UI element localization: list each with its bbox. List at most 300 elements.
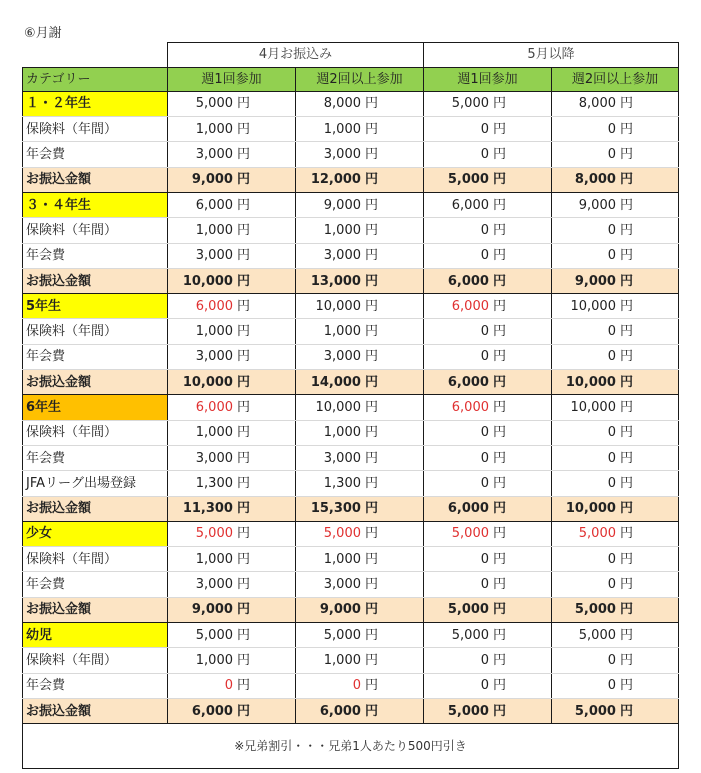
amount-cell bbox=[296, 547, 424, 572]
fee-item-label: 年会費 bbox=[23, 243, 168, 268]
amount-cell bbox=[552, 218, 679, 243]
fee-item-label: 保険料（年間） bbox=[23, 117, 168, 142]
amount-value: 5,000 bbox=[578, 526, 616, 542]
amount-value: 10,000 bbox=[570, 298, 616, 314]
currency-unit: 円 bbox=[492, 222, 506, 238]
amount-value: 6,000 bbox=[191, 703, 233, 719]
amount-cell bbox=[168, 268, 296, 293]
amount-value: 9,000 bbox=[319, 602, 361, 618]
amount-cell bbox=[552, 572, 679, 597]
amount-value: 11,300 bbox=[182, 501, 233, 517]
currency-unit: 円 bbox=[619, 374, 633, 390]
currency-unit: 円 bbox=[364, 652, 378, 668]
fee-item-label: 年会費 bbox=[23, 344, 168, 369]
currency-unit: 円 bbox=[619, 703, 633, 719]
amount-value: 5,000 bbox=[195, 526, 233, 542]
amount-value: 6,000 bbox=[195, 197, 233, 213]
currency-unit: 円 bbox=[364, 273, 378, 289]
amount-value: 5,000 bbox=[447, 602, 489, 618]
fee-item-label: 保険料（年間） bbox=[23, 648, 168, 673]
amount-value: 5,000 bbox=[195, 96, 233, 112]
amount-cell bbox=[424, 547, 552, 572]
currency-unit: 円 bbox=[364, 96, 378, 112]
currency-unit: 円 bbox=[364, 172, 378, 188]
currency-unit: 円 bbox=[492, 450, 506, 466]
amount-value: 10,000 bbox=[565, 501, 616, 517]
amount-value: 3,000 bbox=[195, 349, 233, 365]
currency-unit: 円 bbox=[236, 324, 250, 340]
currency-unit: 円 bbox=[492, 652, 506, 668]
amount-cell bbox=[552, 294, 679, 319]
currency-unit: 円 bbox=[492, 172, 506, 188]
currency-unit: 円 bbox=[619, 577, 633, 593]
amount-value: 0 bbox=[607, 147, 616, 163]
amount-cell bbox=[552, 496, 679, 521]
currency-unit: 円 bbox=[236, 222, 250, 238]
fee-item-row bbox=[23, 420, 679, 445]
amount-value: 10,000 bbox=[315, 298, 361, 314]
amount-cell bbox=[552, 648, 679, 673]
currency-unit: 円 bbox=[364, 147, 378, 163]
amount-value: 6,000 bbox=[447, 374, 489, 390]
amount-value: 1,000 bbox=[195, 551, 233, 567]
amount-cell bbox=[424, 648, 552, 673]
amount-cell bbox=[424, 623, 552, 648]
amount-cell bbox=[424, 243, 552, 268]
currency-unit: 円 bbox=[492, 374, 506, 390]
fee-item-label: JFAリーグ出場登録 bbox=[23, 471, 168, 496]
amount-value: 15,300 bbox=[310, 501, 361, 517]
currency-unit: 円 bbox=[364, 400, 378, 415]
fee-item-row bbox=[23, 547, 679, 572]
fee-item-row bbox=[23, 319, 679, 344]
amount-value: 1,000 bbox=[195, 652, 233, 668]
amount-value: 9,000 bbox=[578, 197, 616, 213]
amount-value: 8,000 bbox=[578, 96, 616, 112]
amount-cell bbox=[424, 572, 552, 597]
grade-label: 幼児 bbox=[23, 623, 168, 648]
currency-unit: 円 bbox=[364, 349, 378, 365]
amount-cell bbox=[424, 218, 552, 243]
amount-value: 1,000 bbox=[323, 551, 361, 567]
currency-unit: 円 bbox=[492, 197, 506, 213]
amount-value: 5,000 bbox=[323, 526, 361, 542]
fee-item-row bbox=[23, 445, 679, 470]
currency-unit: 円 bbox=[364, 551, 378, 567]
currency-unit: 円 bbox=[364, 450, 378, 466]
amount-cell bbox=[552, 91, 679, 116]
period-may-onward: 5月以降 bbox=[424, 43, 679, 68]
currency-unit: 円 bbox=[236, 298, 250, 314]
amount-value: 9,000 bbox=[191, 602, 233, 618]
currency-unit: 円 bbox=[619, 147, 633, 163]
currency-unit: 円 bbox=[619, 96, 633, 112]
amount-cell bbox=[424, 521, 552, 546]
amount-value: 0 bbox=[480, 425, 489, 441]
amount-value: 10,000 bbox=[182, 374, 233, 390]
amount-value: 8,000 bbox=[323, 96, 361, 112]
amount-cell bbox=[552, 192, 679, 217]
amount-cell bbox=[296, 167, 424, 192]
total-label: お振込金額 bbox=[23, 597, 168, 622]
amount-cell bbox=[552, 395, 679, 420]
amount-cell bbox=[168, 370, 296, 395]
amount-cell bbox=[168, 496, 296, 521]
amount-value: 6,000 bbox=[195, 400, 233, 415]
amount-value: 0 bbox=[607, 121, 616, 137]
total-label: お振込金額 bbox=[23, 370, 168, 395]
amount-value: 5,000 bbox=[451, 627, 489, 643]
currency-unit: 円 bbox=[236, 121, 250, 137]
currency-unit: 円 bbox=[619, 602, 633, 618]
column-header-row bbox=[23, 67, 679, 91]
amount-cell bbox=[296, 597, 424, 622]
column-header-twice-may: 週2回以上参加 bbox=[552, 67, 679, 91]
column-header-once-may: 週1回参加 bbox=[424, 67, 552, 91]
currency-unit: 円 bbox=[236, 475, 250, 491]
currency-unit: 円 bbox=[364, 526, 378, 542]
amount-cell bbox=[168, 572, 296, 597]
amount-value: 1,000 bbox=[323, 425, 361, 441]
column-header-once-april: 週1回参加 bbox=[168, 67, 296, 91]
amount-cell bbox=[424, 673, 552, 698]
currency-unit: 円 bbox=[492, 248, 506, 264]
amount-cell bbox=[552, 268, 679, 293]
amount-cell bbox=[296, 395, 424, 420]
amount-cell bbox=[168, 445, 296, 470]
currency-unit: 円 bbox=[236, 147, 250, 163]
amount-cell bbox=[424, 445, 552, 470]
currency-unit: 円 bbox=[236, 703, 250, 719]
amount-value: 0 bbox=[480, 324, 489, 340]
amount-cell bbox=[296, 471, 424, 496]
amount-value: 1,000 bbox=[195, 121, 233, 137]
amount-value: 0 bbox=[480, 222, 489, 238]
grade-label: ３・４年生 bbox=[23, 192, 168, 217]
currency-unit: 円 bbox=[619, 121, 633, 137]
amount-cell bbox=[168, 673, 296, 698]
fee-item-label: 保険料（年間） bbox=[23, 547, 168, 572]
grade-row bbox=[23, 521, 679, 546]
currency-unit: 円 bbox=[619, 652, 633, 668]
amount-cell bbox=[168, 117, 296, 142]
currency-unit: 円 bbox=[236, 501, 250, 517]
amount-cell bbox=[424, 471, 552, 496]
currency-unit: 円 bbox=[492, 602, 506, 618]
amount-cell bbox=[424, 117, 552, 142]
total-row bbox=[23, 268, 679, 293]
currency-unit: 円 bbox=[492, 678, 506, 694]
currency-unit: 円 bbox=[236, 425, 250, 441]
fee-item-label: 年会費 bbox=[23, 142, 168, 167]
amount-value: 12,000 bbox=[310, 172, 361, 188]
currency-unit: 円 bbox=[619, 400, 633, 415]
fee-item-row bbox=[23, 218, 679, 243]
currency-unit: 円 bbox=[619, 475, 633, 491]
amount-cell bbox=[424, 496, 552, 521]
fee-item-row bbox=[23, 344, 679, 369]
currency-unit: 円 bbox=[364, 425, 378, 441]
amount-value: 3,000 bbox=[323, 450, 361, 466]
amount-value: 0 bbox=[480, 121, 489, 137]
currency-unit: 円 bbox=[364, 324, 378, 340]
fee-item-row bbox=[23, 117, 679, 142]
amount-value: 0 bbox=[607, 425, 616, 441]
amount-cell bbox=[168, 192, 296, 217]
currency-unit: 円 bbox=[236, 526, 250, 542]
total-label: お振込金額 bbox=[23, 268, 168, 293]
amount-value: 1,000 bbox=[323, 121, 361, 137]
amount-value: 3,000 bbox=[323, 147, 361, 163]
total-row bbox=[23, 698, 679, 723]
amount-value: 10,000 bbox=[182, 273, 233, 289]
amount-cell bbox=[296, 673, 424, 698]
fee-item-label: 年会費 bbox=[23, 445, 168, 470]
amount-cell bbox=[552, 471, 679, 496]
amount-value: 0 bbox=[480, 349, 489, 365]
amount-cell bbox=[424, 268, 552, 293]
currency-unit: 円 bbox=[619, 273, 633, 289]
amount-value: 3,000 bbox=[195, 577, 233, 593]
currency-unit: 円 bbox=[236, 400, 250, 415]
fee-item-row bbox=[23, 572, 679, 597]
currency-unit: 円 bbox=[364, 374, 378, 390]
amount-cell bbox=[296, 420, 424, 445]
currency-unit: 円 bbox=[492, 400, 506, 415]
amount-value: 0 bbox=[480, 551, 489, 567]
amount-value: 0 bbox=[480, 475, 489, 491]
amount-cell bbox=[168, 471, 296, 496]
amount-value: 10,000 bbox=[570, 400, 616, 415]
fee-item-row bbox=[23, 673, 679, 698]
amount-cell bbox=[168, 698, 296, 723]
fee-item-row bbox=[23, 142, 679, 167]
currency-unit: 円 bbox=[364, 298, 378, 314]
currency-unit: 円 bbox=[236, 602, 250, 618]
amount-cell bbox=[424, 370, 552, 395]
amount-cell bbox=[168, 167, 296, 192]
amount-cell bbox=[424, 142, 552, 167]
amount-value: 5,000 bbox=[451, 526, 489, 542]
currency-unit: 円 bbox=[364, 121, 378, 137]
amount-cell bbox=[296, 445, 424, 470]
amount-cell bbox=[168, 91, 296, 116]
amount-cell bbox=[424, 395, 552, 420]
currency-unit: 円 bbox=[619, 197, 633, 213]
currency-unit: 円 bbox=[236, 577, 250, 593]
currency-unit: 円 bbox=[236, 349, 250, 365]
currency-unit: 円 bbox=[364, 703, 378, 719]
currency-unit: 円 bbox=[492, 526, 506, 542]
currency-unit: 円 bbox=[619, 298, 633, 314]
currency-unit: 円 bbox=[364, 577, 378, 593]
amount-value: 1,000 bbox=[195, 425, 233, 441]
amount-cell bbox=[552, 167, 679, 192]
amount-value: 0 bbox=[480, 248, 489, 264]
amount-value: 1,300 bbox=[195, 475, 233, 491]
fee-table bbox=[22, 42, 679, 769]
amount-value: 0 bbox=[607, 349, 616, 365]
currency-unit: 円 bbox=[236, 172, 250, 188]
currency-unit: 円 bbox=[364, 222, 378, 238]
amount-cell bbox=[168, 648, 296, 673]
amount-value: 13,000 bbox=[310, 273, 361, 289]
amount-value: 0 bbox=[607, 450, 616, 466]
amount-value: 0 bbox=[480, 450, 489, 466]
amount-cell bbox=[296, 142, 424, 167]
amount-value: 8,000 bbox=[574, 172, 616, 188]
amount-cell bbox=[552, 142, 679, 167]
currency-unit: 円 bbox=[364, 627, 378, 643]
grade-row bbox=[23, 623, 679, 648]
amount-cell bbox=[168, 547, 296, 572]
currency-unit: 円 bbox=[364, 678, 378, 694]
currency-unit: 円 bbox=[619, 248, 633, 264]
amount-cell bbox=[296, 117, 424, 142]
corner-cell bbox=[23, 43, 168, 68]
amount-cell bbox=[552, 344, 679, 369]
amount-value: 6,000 bbox=[451, 298, 489, 314]
grade-row bbox=[23, 395, 679, 420]
amount-value: 6,000 bbox=[451, 400, 489, 415]
amount-value: 5,000 bbox=[447, 172, 489, 188]
fee-item-row bbox=[23, 648, 679, 673]
amount-cell bbox=[296, 344, 424, 369]
currency-unit: 円 bbox=[492, 551, 506, 567]
amount-cell bbox=[296, 91, 424, 116]
amount-cell bbox=[168, 142, 296, 167]
amount-value: 6,000 bbox=[451, 197, 489, 213]
fee-item-label: 年会費 bbox=[23, 572, 168, 597]
currency-unit: 円 bbox=[619, 551, 633, 567]
currency-unit: 円 bbox=[492, 349, 506, 365]
total-row bbox=[23, 597, 679, 622]
note-row bbox=[23, 724, 679, 769]
amount-cell bbox=[168, 243, 296, 268]
amount-value: 14,000 bbox=[310, 374, 361, 390]
currency-unit: 円 bbox=[492, 703, 506, 719]
amount-cell bbox=[552, 698, 679, 723]
amount-value: 10,000 bbox=[565, 374, 616, 390]
currency-unit: 円 bbox=[364, 602, 378, 618]
amount-cell bbox=[168, 395, 296, 420]
amount-value: 0 bbox=[607, 324, 616, 340]
amount-cell bbox=[168, 218, 296, 243]
amount-cell bbox=[552, 547, 679, 572]
currency-unit: 円 bbox=[619, 501, 633, 517]
amount-cell bbox=[296, 698, 424, 723]
amount-value: 0 bbox=[480, 652, 489, 668]
currency-unit: 円 bbox=[236, 374, 250, 390]
fee-item-label: 保険料（年間） bbox=[23, 218, 168, 243]
grade-row bbox=[23, 192, 679, 217]
currency-unit: 円 bbox=[492, 147, 506, 163]
grade-label: １・２年生 bbox=[23, 91, 168, 116]
amount-value: 5,000 bbox=[323, 627, 361, 643]
currency-unit: 円 bbox=[492, 121, 506, 137]
currency-unit: 円 bbox=[492, 298, 506, 314]
currency-unit: 円 bbox=[492, 627, 506, 643]
amount-cell bbox=[168, 597, 296, 622]
currency-unit: 円 bbox=[236, 678, 250, 694]
amount-cell bbox=[168, 521, 296, 546]
amount-value: 0 bbox=[480, 577, 489, 593]
total-label: お振込金額 bbox=[23, 698, 168, 723]
total-row bbox=[23, 370, 679, 395]
currency-unit: 円 bbox=[364, 475, 378, 491]
amount-value: 5,000 bbox=[578, 627, 616, 643]
period-april: 4月お振込み bbox=[168, 43, 424, 68]
amount-cell bbox=[296, 319, 424, 344]
currency-unit: 円 bbox=[236, 627, 250, 643]
amount-value: 5,000 bbox=[447, 703, 489, 719]
grade-row bbox=[23, 91, 679, 116]
page-title: ⑥月謝 bbox=[24, 26, 62, 41]
amount-cell bbox=[552, 243, 679, 268]
total-label: お振込金額 bbox=[23, 496, 168, 521]
currency-unit: 円 bbox=[236, 248, 250, 264]
amount-cell bbox=[424, 420, 552, 445]
amount-cell bbox=[424, 344, 552, 369]
amount-value: 6,000 bbox=[447, 501, 489, 517]
amount-cell bbox=[296, 496, 424, 521]
amount-cell bbox=[552, 623, 679, 648]
amount-value: 1,000 bbox=[195, 222, 233, 238]
currency-unit: 円 bbox=[236, 273, 250, 289]
currency-unit: 円 bbox=[619, 324, 633, 340]
amount-value: 1,000 bbox=[323, 324, 361, 340]
amount-cell bbox=[168, 344, 296, 369]
currency-unit: 円 bbox=[619, 678, 633, 694]
amount-cell bbox=[168, 294, 296, 319]
amount-value: 0 bbox=[480, 678, 489, 694]
fee-item-row bbox=[23, 243, 679, 268]
amount-cell bbox=[552, 673, 679, 698]
amount-value: 10,000 bbox=[315, 400, 361, 415]
amount-cell bbox=[296, 192, 424, 217]
amount-cell bbox=[296, 521, 424, 546]
amount-cell bbox=[424, 192, 552, 217]
column-header-category: カテゴリー bbox=[23, 67, 168, 91]
currency-unit: 円 bbox=[364, 248, 378, 264]
amount-cell bbox=[552, 420, 679, 445]
currency-unit: 円 bbox=[236, 551, 250, 567]
amount-value: 0 bbox=[607, 678, 616, 694]
amount-cell bbox=[296, 243, 424, 268]
amount-value: 5,000 bbox=[574, 602, 616, 618]
currency-unit: 円 bbox=[492, 96, 506, 112]
currency-unit: 円 bbox=[619, 526, 633, 542]
amount-cell bbox=[552, 445, 679, 470]
amount-value: 0 bbox=[607, 577, 616, 593]
amount-value: 5,000 bbox=[451, 96, 489, 112]
amount-value: 3,000 bbox=[195, 450, 233, 466]
amount-cell bbox=[552, 370, 679, 395]
currency-unit: 円 bbox=[492, 577, 506, 593]
amount-cell bbox=[296, 370, 424, 395]
amount-value: 0 bbox=[607, 551, 616, 567]
total-row bbox=[23, 496, 679, 521]
amount-value: 9,000 bbox=[323, 197, 361, 213]
amount-cell bbox=[296, 572, 424, 597]
amount-cell bbox=[296, 294, 424, 319]
amount-value: 3,000 bbox=[195, 248, 233, 264]
amount-value: 0 bbox=[224, 678, 233, 694]
currency-unit: 円 bbox=[492, 475, 506, 491]
currency-unit: 円 bbox=[619, 450, 633, 466]
currency-unit: 円 bbox=[619, 172, 633, 188]
fee-item-label: 年会費 bbox=[23, 673, 168, 698]
